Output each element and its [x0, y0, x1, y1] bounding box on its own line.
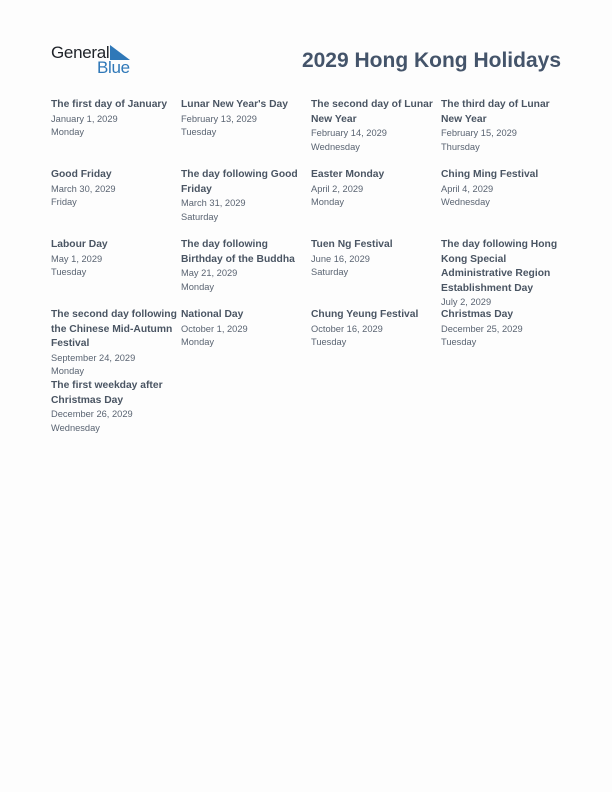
holiday-date: May 1, 2029 [51, 253, 103, 264]
holiday-name: Labour Day [51, 239, 108, 250]
holiday-name: The first day of January [51, 99, 168, 110]
holiday-weekday: Monday [311, 197, 345, 208]
holiday-weekday: Tuesday [51, 267, 87, 278]
holiday-entry [181, 238, 307, 295]
holiday-name: Ching Ming Festival [441, 169, 539, 180]
holiday-name: Chung Yeung Festival [311, 309, 419, 320]
page-title: 2029 Hong Kong Holidays [301, 49, 561, 72]
holiday-entry [51, 238, 177, 280]
holiday-name: The day following Good Friday [181, 169, 298, 195]
holiday-name: The second day of Lunar New Year [311, 99, 433, 125]
holiday-entry [181, 168, 307, 225]
holiday-name: Lunar New Year's Day [181, 99, 288, 110]
holiday-date: February 14, 2029 [311, 128, 387, 138]
holiday-weekday: Monday [51, 127, 85, 138]
holiday-weekday: Tuesday [181, 127, 217, 138]
holiday-entry [51, 379, 177, 436]
holiday-name: Christmas Day [441, 309, 514, 320]
holiday-name: The first weekday after Christmas Day [51, 380, 163, 406]
holiday-entry [311, 98, 437, 155]
holiday-date: January 1, 2029 [51, 113, 118, 124]
holiday-entry [51, 98, 177, 140]
holiday-date: March 31, 2029 [181, 198, 246, 208]
holiday-date: July 2, 2029 [441, 297, 492, 307]
holiday-name: Good Friday [51, 169, 112, 180]
holiday-date: September 24, 2029 [51, 352, 136, 363]
general-blue-logo [51, 44, 133, 78]
holiday-entry [181, 98, 307, 140]
holiday-weekday: Saturday [311, 267, 349, 278]
holiday-weekday: Wednesday [311, 141, 360, 152]
holiday-weekday: Tuesday [441, 337, 477, 348]
holiday-entry [441, 238, 567, 310]
holiday-date: April 2, 2029 [311, 183, 364, 194]
holiday-weekday: Monday [181, 337, 215, 348]
holiday-entry [181, 308, 307, 350]
holiday-name: Easter Monday [311, 169, 385, 180]
holiday-date: February 15, 2029 [441, 128, 517, 138]
holiday-name: National Day [181, 309, 244, 320]
holiday-weekday: Wednesday [441, 197, 490, 208]
holiday-date: October 16, 2029 [311, 323, 383, 334]
holiday-entry [311, 168, 437, 210]
holiday-date: October 1, 2029 [181, 323, 248, 334]
holiday-date: June 16, 2029 [311, 253, 370, 264]
holiday-weekday: Wednesday [51, 422, 100, 433]
holiday-date: December 26, 2029 [51, 409, 133, 419]
logo-word-general: General [51, 43, 110, 62]
holiday-entry [51, 308, 177, 379]
holiday-date: February 13, 2029 [181, 113, 257, 124]
holiday-name: The day following Birthday of the Buddha [181, 239, 295, 265]
holiday-entry [441, 308, 567, 350]
holiday-weekday: Monday [181, 281, 215, 292]
holiday-date: May 21, 2029 [181, 268, 238, 278]
holiday-weekday: Thursday [441, 141, 480, 152]
holiday-entry [441, 98, 567, 155]
holiday-entry [311, 308, 437, 350]
logo-word-blue: Blue [97, 58, 130, 77]
holiday-name: The second day following the Chinese Mid-Autumn Festival [51, 309, 177, 349]
holiday-entry [441, 168, 567, 210]
holiday-entry [311, 238, 437, 280]
holiday-weekday: Saturday [181, 211, 219, 222]
holiday-name: The day following Hong Kong Special Administrative Region Establishment Day [441, 239, 558, 294]
holiday-weekday: Monday [51, 366, 85, 377]
holiday-date: March 30, 2029 [51, 183, 116, 194]
holiday-name: Tuen Ng Festival [311, 239, 393, 250]
holiday-name: The third day of Lunar New Year [441, 99, 550, 125]
holiday-weekday: Tuesday [311, 337, 347, 348]
holiday-date: December 25, 2029 [441, 323, 523, 334]
holiday-date: April 4, 2029 [441, 183, 494, 194]
holiday-entry [51, 168, 177, 210]
holiday-weekday: Friday [51, 197, 77, 208]
